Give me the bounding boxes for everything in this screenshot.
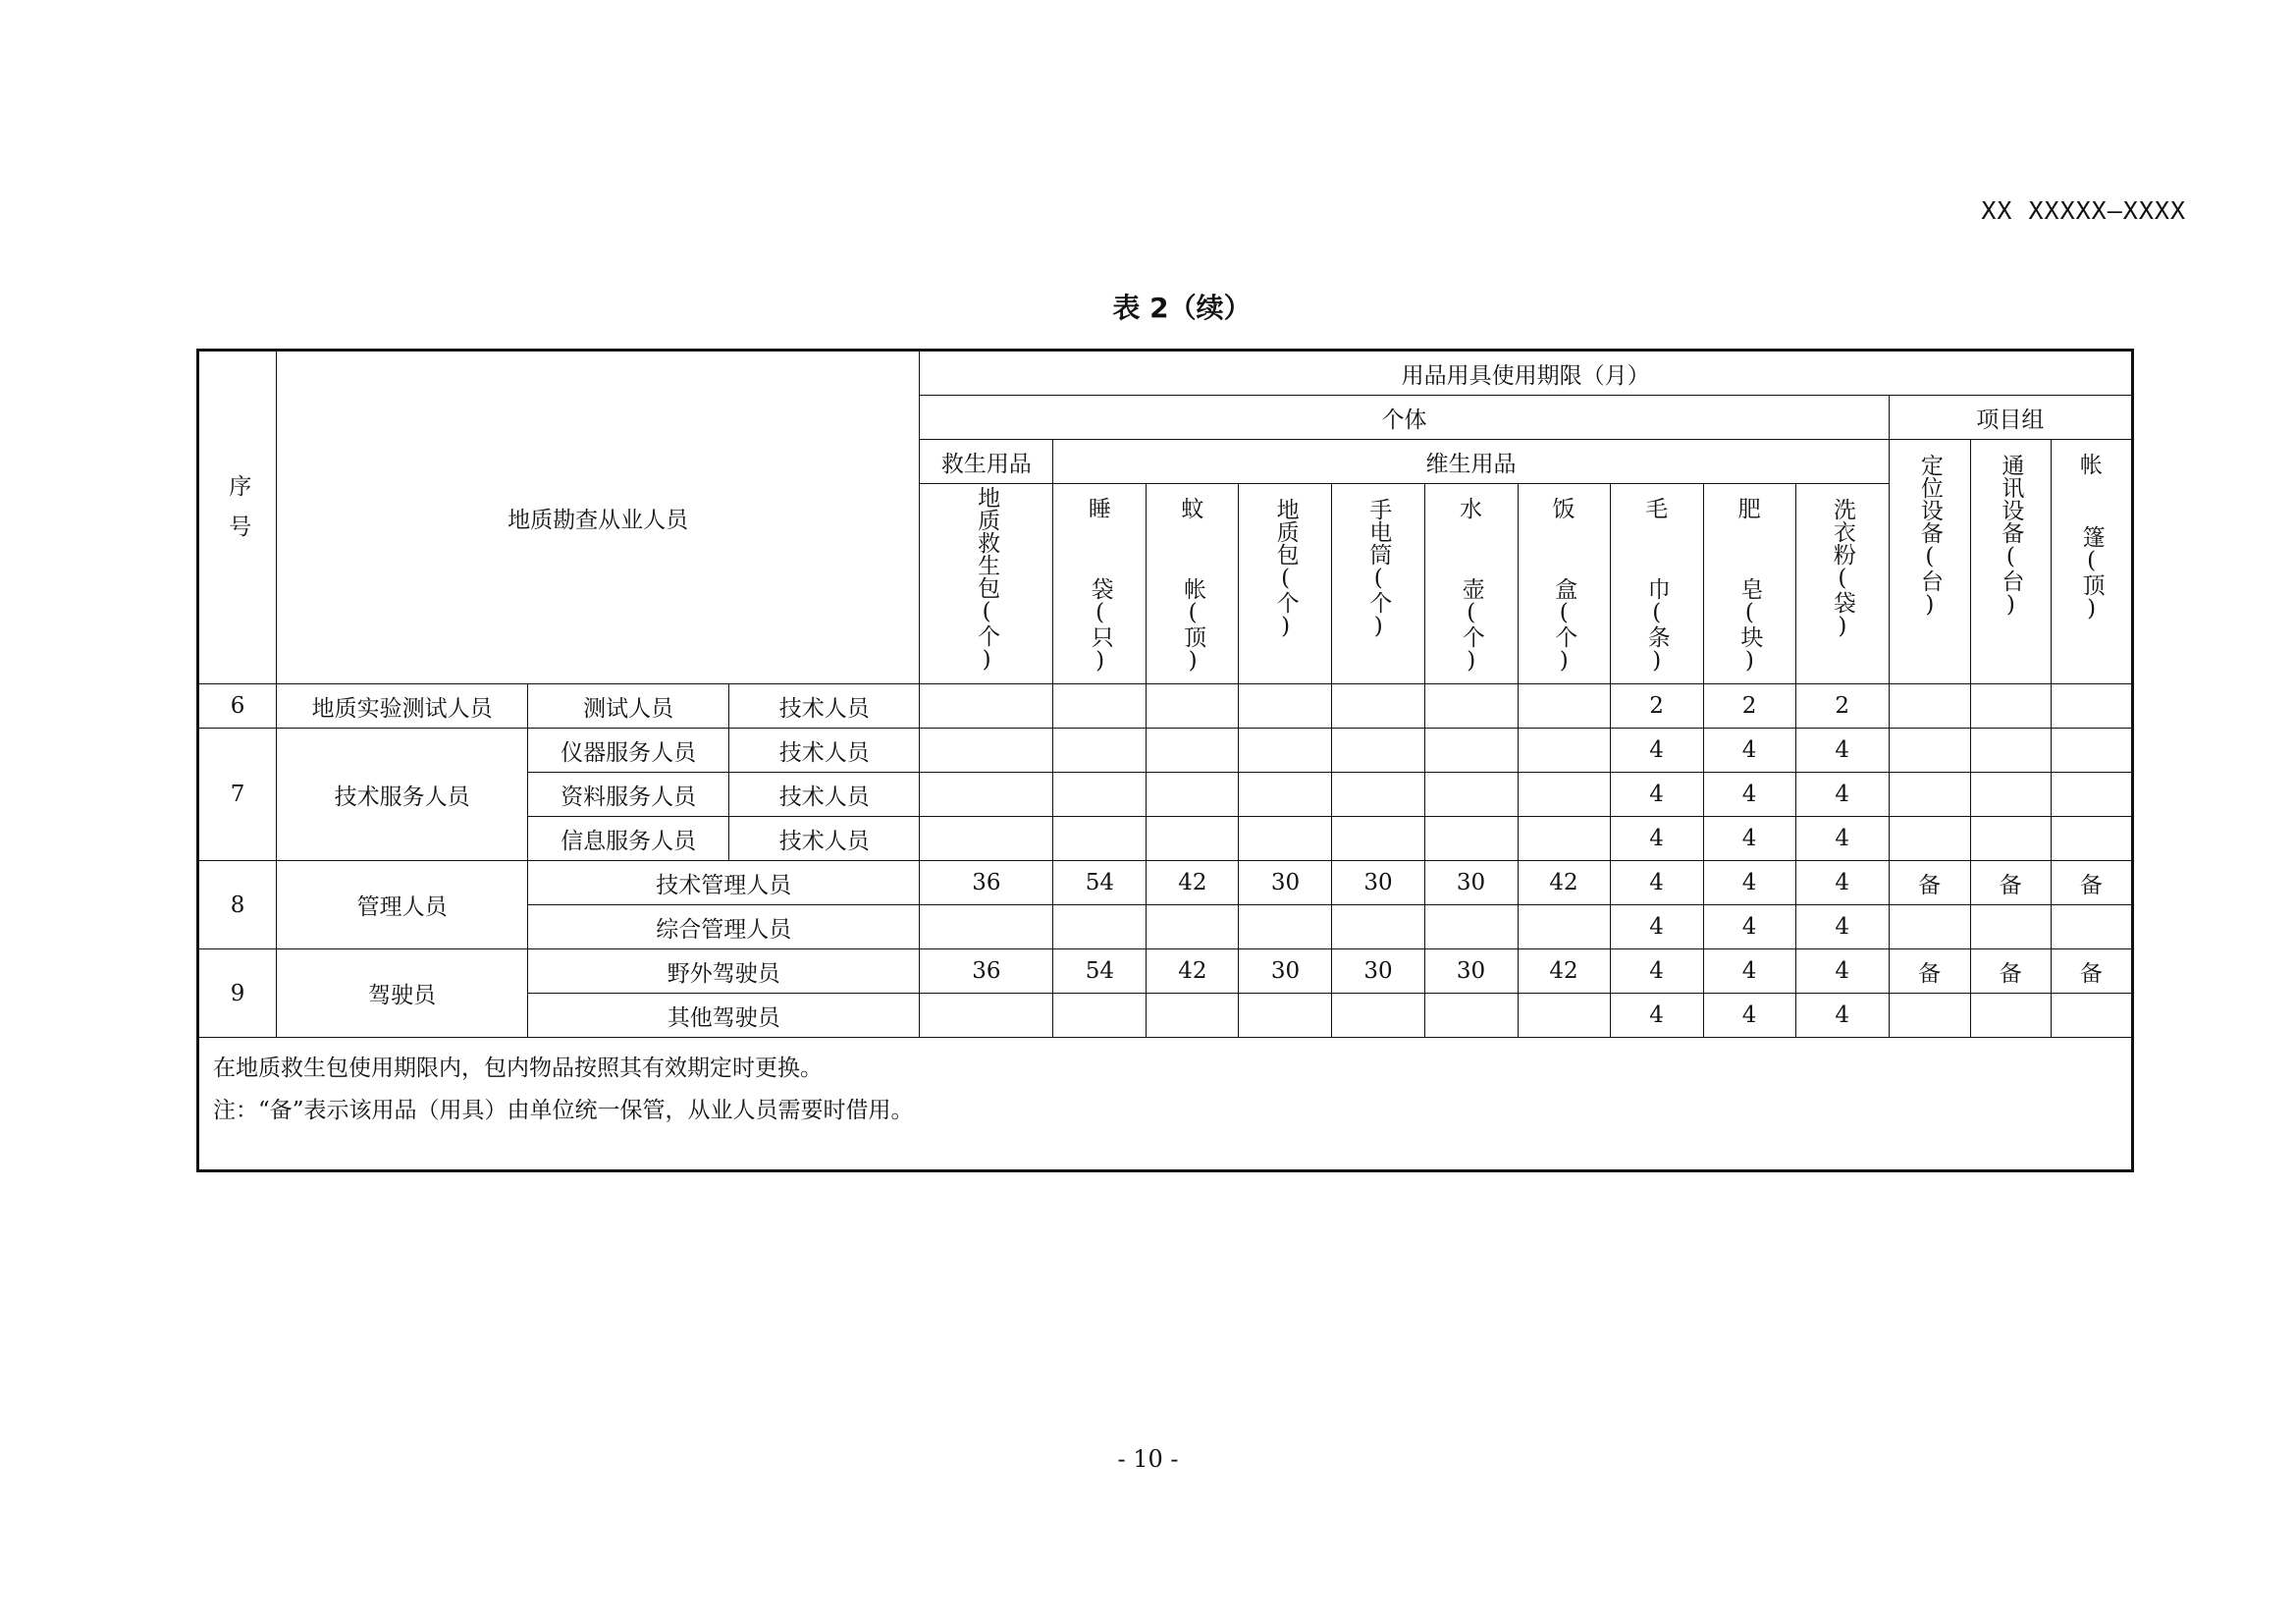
cell [1518,994,1610,1038]
row-subcategory: 信息服务人员 [528,817,729,861]
cell-rescue-pack: 36 [920,949,1053,994]
cell [1889,817,1970,861]
row-subcategory: 其他驾驶员 [528,994,920,1038]
cell-mosquito-net: 42 [1147,861,1239,905]
header-tent: 帐 篷(顶) [2051,440,2132,684]
cell [1970,817,2051,861]
cell [1518,817,1610,861]
header-towel: 毛 巾(条) [1610,484,1703,684]
cell-detergent: 4 [1795,729,1889,773]
table-caption: 表 2（续） [1112,292,1252,324]
row-category: 管理人员 [277,861,528,949]
row-category: 技术服务人员 [277,729,528,861]
row-seq: 7 [198,729,277,861]
cell-detergent: 4 [1795,817,1889,861]
row-role: 技术人员 [729,729,920,773]
cell [1147,773,1239,817]
row-subcategory: 仪器服务人员 [528,729,729,773]
cell-gps: 备 [1889,861,1970,905]
header-period: 用品用具使用期限（月） [920,351,2133,396]
cell-flashlight: 30 [1332,949,1424,994]
row-seq: 8 [198,861,277,949]
cell-kettle: 30 [1424,861,1518,905]
row-category: 驾驶员 [277,949,528,1038]
notes-row [198,1038,2133,1171]
cell-mosquito-net: 42 [1147,949,1239,994]
cell [920,817,1053,861]
header-rescue: 救生用品 [920,440,1053,484]
cell [1053,684,1147,729]
cell [1518,729,1610,773]
cell-detergent: 4 [1795,773,1889,817]
cell [920,729,1053,773]
cell-soap: 4 [1703,949,1795,994]
row-role: 技术人员 [729,684,920,729]
note-line-2: 注：“备”表示该用品（用具）由单位统一保管，从业人员需要时借用。 [213,1098,914,1123]
cell-towel: 4 [1610,773,1703,817]
row-role: 技术人员 [729,817,920,861]
cell [1239,994,1332,1038]
header-comm: 通讯设备(台) [1970,440,2051,684]
header-kettle: 水 壶(个) [1424,484,1518,684]
cell [1053,905,1147,949]
cell-lunchbox: 42 [1518,861,1610,905]
cell [1147,817,1239,861]
cell [1424,905,1518,949]
header-flashlight: 手电筒(个) [1332,484,1424,684]
cell-soap: 4 [1703,773,1795,817]
cell [2051,729,2132,773]
cell [1239,817,1332,861]
table-row [198,729,2133,773]
cell [2051,817,2132,861]
cell [1889,994,1970,1038]
cell-soap: 4 [1703,817,1795,861]
cell-towel: 4 [1610,994,1703,1038]
cell [1332,994,1424,1038]
cell [1147,905,1239,949]
cell-geo-bag: 30 [1239,861,1332,905]
cell-towel: 4 [1610,861,1703,905]
header-row-1 [198,351,2133,396]
page-number: - 10 - [1117,1445,1179,1473]
cell-soap: 2 [1703,684,1795,729]
note-line-1: 在地质救生包使用期限内，包内物品按照其有效期定时更换。 [213,1056,823,1081]
cell [920,773,1053,817]
cell [1424,773,1518,817]
header-soap: 肥 皂(块) [1703,484,1795,684]
header-project-group: 项目组 [1889,396,2132,440]
cell-towel: 4 [1610,817,1703,861]
cell [2051,905,2132,949]
cell [1970,905,2051,949]
cell-tent: 备 [2051,949,2132,994]
cell [1424,684,1518,729]
cell [2051,994,2132,1038]
cell [1053,729,1147,773]
cell-towel: 4 [1610,729,1703,773]
header-life: 维生用品 [1053,440,1889,484]
cell [1518,773,1610,817]
cell [1518,684,1610,729]
cell [1332,905,1424,949]
table-row [198,684,2133,729]
cell-soap: 4 [1703,729,1795,773]
row-role: 技术人员 [729,773,920,817]
cell [1147,729,1239,773]
cell-lunchbox: 42 [1518,949,1610,994]
cell-sleeping-bag: 54 [1053,861,1147,905]
cell-comm: 备 [1970,861,2051,905]
cell [1332,773,1424,817]
cell [1239,729,1332,773]
table-notes [198,1038,2133,1171]
cell-geo-bag: 30 [1239,949,1332,994]
row-subcategory: 技术管理人员 [528,861,920,905]
cell [2051,684,2132,729]
cell [1970,684,2051,729]
table-row [198,861,2133,905]
header-personnel: 地质勘查从业人员 [277,351,920,684]
cell [1970,994,2051,1038]
cell [1889,773,1970,817]
cell [1053,994,1147,1038]
cell [920,905,1053,949]
cell-soap: 4 [1703,861,1795,905]
cell [1147,684,1239,729]
header-detergent: 洗衣粉(袋) [1795,484,1889,684]
header-seq: 序号 [198,351,277,684]
header-geo-bag: 地质包(个) [1239,484,1332,684]
header-sleeping-bag: 睡 袋(只) [1053,484,1147,684]
cell [1518,905,1610,949]
header-rescue-pack: 地质救生包(个) [920,484,1053,684]
row-subcategory: 测试人员 [528,684,729,729]
cell-detergent: 4 [1795,861,1889,905]
cell-comm: 备 [1970,949,2051,994]
cell [1239,905,1332,949]
cell [1332,729,1424,773]
cell-soap: 4 [1703,994,1795,1038]
cell-detergent: 4 [1795,994,1889,1038]
cell [920,994,1053,1038]
row-subcategory: 综合管理人员 [528,905,920,949]
cell-gps: 备 [1889,949,1970,994]
equipment-table [196,349,2134,1172]
row-subcategory: 资料服务人员 [528,773,729,817]
cell [1332,684,1424,729]
cell-detergent: 4 [1795,949,1889,994]
cell [1889,729,1970,773]
cell-towel: 2 [1610,684,1703,729]
header-individual: 个体 [920,396,1889,440]
cell-flashlight: 30 [1332,861,1424,905]
cell [920,684,1053,729]
cell [1053,773,1147,817]
cell [1424,817,1518,861]
cell-soap: 4 [1703,905,1795,949]
header-mosquito-net: 蚊 帐(顶) [1147,484,1239,684]
document-code: XX XXXXX—XXXX [1981,196,2186,225]
cell [1889,905,1970,949]
table-row [198,949,2133,994]
cell [1970,729,2051,773]
row-category: 地质实验测试人员 [277,684,528,729]
row-subcategory: 野外驾驶员 [528,949,920,994]
cell [1239,773,1332,817]
cell-kettle: 30 [1424,949,1518,994]
cell-detergent: 2 [1795,684,1889,729]
cell-towel: 4 [1610,905,1703,949]
cell [1332,817,1424,861]
cell-towel: 4 [1610,949,1703,994]
row-seq: 9 [198,949,277,1038]
cell-rescue-pack: 36 [920,861,1053,905]
row-seq: 6 [198,684,277,729]
cell-detergent: 4 [1795,905,1889,949]
cell [1053,817,1147,861]
cell [1970,773,2051,817]
header-gps: 定位设备(台) [1889,440,1970,684]
cell [1147,994,1239,1038]
cell [2051,773,2132,817]
cell [1424,994,1518,1038]
cell-sleeping-bag: 54 [1053,949,1147,994]
cell [1889,684,1970,729]
cell-tent: 备 [2051,861,2132,905]
cell [1424,729,1518,773]
cell [1239,684,1332,729]
header-lunchbox: 饭 盒(个) [1518,484,1610,684]
